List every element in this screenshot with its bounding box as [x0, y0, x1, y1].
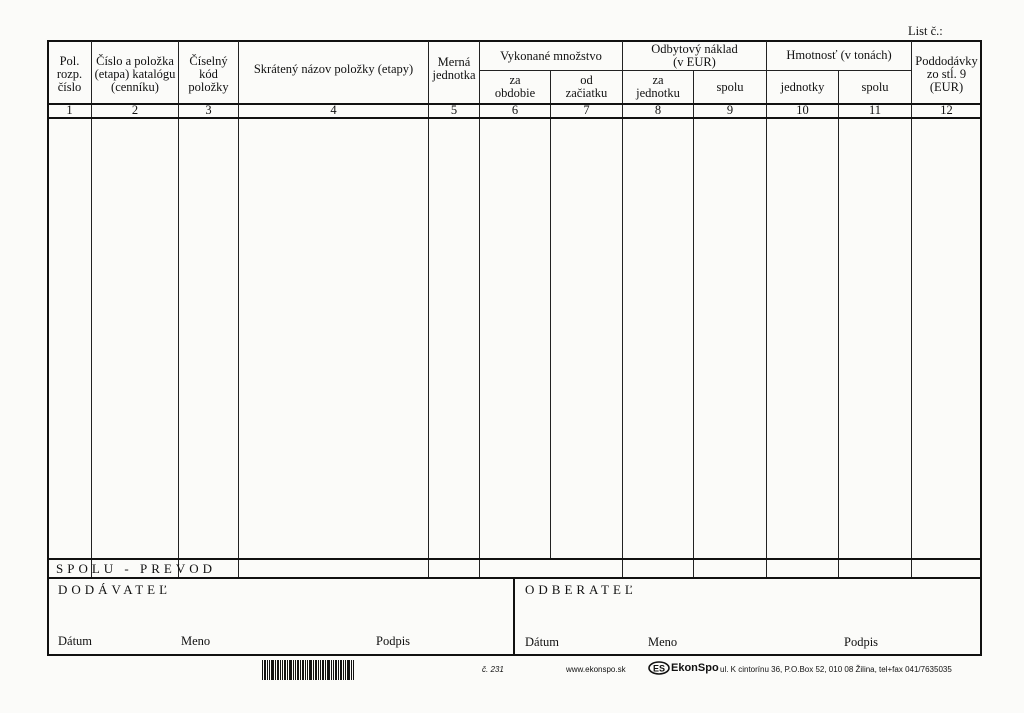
header-hmotnost-spolu: spolu — [861, 79, 889, 94]
brand-name: EkonSpo — [671, 662, 719, 674]
customer-date-label: Dátum — [525, 635, 560, 649]
column-number: 1 — [66, 103, 73, 117]
group-divider — [623, 70, 766, 71]
form-number: č. 231 — [482, 665, 504, 674]
header-merna-jednotka: Merná jednotka — [432, 55, 476, 82]
ekonspo-logo-icon — [648, 661, 670, 675]
header-skrateny-nazov: Skrátený názov položky (etapy) — [253, 61, 414, 76]
header-cislo-polozka: Číslo a položka (etapa) katalógu (cenníku) — [94, 53, 176, 94]
company-address: ul. K cintorínu 36, P.O.Box 52, 010 08 Žilina, tel+fax 041/7635035 — [720, 665, 952, 674]
header-od-zaciatku: od začiatku — [565, 73, 608, 100]
header-pol-rozp-cislo: Pol. rozp. číslo — [56, 53, 83, 94]
column-number: 11 — [868, 103, 882, 117]
column-number: 8 — [654, 103, 662, 117]
supplier-name-label: Meno — [181, 634, 211, 648]
website-link[interactable]: www.ekonspo.sk — [566, 665, 626, 674]
entry-area-col-3[interactable] — [179, 119, 238, 557]
signature-divider — [513, 578, 515, 655]
customer-signature-label: Podpis — [844, 635, 879, 649]
column-number: 10 — [796, 103, 809, 117]
group-divider — [767, 70, 911, 71]
entry-area-col-5[interactable] — [429, 119, 479, 557]
entry-area-col-9[interactable] — [694, 119, 766, 557]
totals-top-line — [48, 558, 981, 560]
sheet-number-label: List č.: — [908, 24, 943, 38]
entry-area-col-7[interactable] — [551, 119, 622, 557]
header-group-odbytovy: Odbytový náklad (v EUR) — [651, 41, 738, 69]
entry-area-col-11[interactable] — [839, 119, 911, 557]
supplier-date-label: Dátum — [58, 634, 93, 648]
header-ciselny-kod: Číselný kód položky — [188, 53, 229, 94]
column-number: 3 — [205, 103, 212, 117]
column-number: 7 — [583, 103, 590, 117]
supplier-title: DODÁVATEĽ — [58, 582, 172, 597]
column-number: 2 — [131, 103, 139, 117]
customer-name-label: Meno — [648, 635, 678, 649]
entry-area-col-12[interactable] — [912, 119, 981, 557]
supplier-signature-label: Podpis — [376, 634, 411, 648]
header-odbytovy-spolu: spolu — [716, 79, 744, 94]
header-poddodavky: Poddodávky zo stĺ. 9 (EUR) — [915, 53, 978, 94]
column-number: 6 — [511, 103, 519, 117]
barcode-icon — [262, 660, 354, 680]
header-group-vykonane: Vykonané množstvo — [500, 48, 602, 63]
column-number: 9 — [726, 103, 734, 117]
svg-text:ES: ES — [652, 663, 666, 674]
entry-area-col-10[interactable] — [767, 119, 838, 557]
header-group-hmotnost: Hmotnosť (v tonách) — [786, 48, 892, 62]
entry-area-col-2[interactable] — [92, 119, 178, 557]
entry-area-col-1[interactable] — [48, 119, 91, 557]
entry-area-col-8[interactable] — [623, 119, 693, 557]
header-za-obdobie: za obdobie — [494, 73, 536, 100]
column-number: 5 — [450, 103, 458, 117]
group-divider — [480, 70, 622, 71]
entry-area-col-6[interactable] — [480, 119, 550, 557]
entry-area-col-4[interactable] — [239, 119, 428, 557]
totals-transfer-label: SPOLU - PREVOD — [56, 561, 217, 576]
customer-title: ODBERATEĽ — [525, 582, 637, 597]
column-number: 12 — [940, 103, 953, 117]
header-za-jednotku: za jednotku — [636, 73, 680, 100]
header-jednotky: jednotky — [780, 79, 825, 94]
column-number: 4 — [330, 103, 337, 117]
